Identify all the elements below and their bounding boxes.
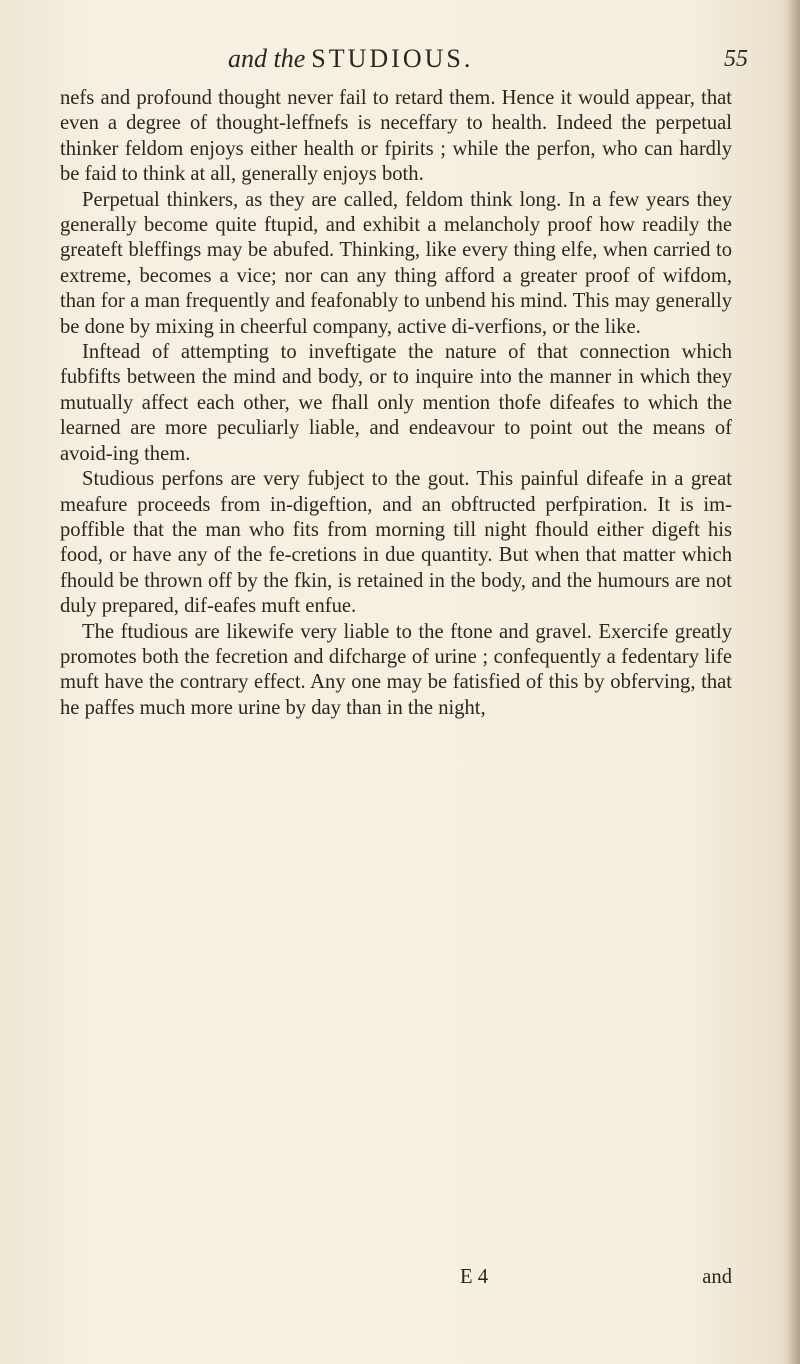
- catchword: and: [702, 1266, 732, 1288]
- paragraph: Studious perfons are very fubject to the gout. This painful difeafe in a great meafure proceeds from in-digeftion, and an obftructed perfpiration. It is im-poffible that the man who fits from morning till night fhould either digeft his food, or have any of the fe-cretions in due quantity. But when that matter which fhould be thrown off by the fkin, is retained in the body, and the humours are not duly prepared, dif-eafes muft enfue.: [60, 468, 732, 618]
- running-title: [228, 44, 473, 74]
- page-edge-shadow: [786, 0, 800, 1364]
- page-number: 55: [724, 46, 748, 72]
- body-text: [60, 86, 732, 721]
- running-header: [58, 44, 748, 84]
- paragraph: The ftudious are likewife very liable to the ftone and gravel. Exercife greatly promotes both the fecretion and difcharge of urine ; confequently a fedentary life muft have the contrary effect. Any one may be fatisfied of this by obferving, that he paffes much more urine by day than in the night,: [60, 620, 732, 719]
- running-title-main: STUDIOUS.: [311, 44, 474, 73]
- running-title-prefix: and the: [228, 44, 306, 73]
- paragraph: nefs and profound thought never fail to retard them. Hence it would appear, that even a degree of thought-leffnefs is neceffary to health. Indeed the perpetual thinker feldom enjoys either health or fpirits ; while the perfon, who can hardly be faid to think at all, generally enjoys both.: [60, 87, 732, 186]
- paragraph: Perpetual thinkers, as they are called, feldom think long. In a few years they generally become quite ftupid, and exhibit a melancholy proof how readily the greateft bleffings may be abufed. Thinking, like every thing elfe, when carried to extreme, becomes a vice; nor can any thing afford a greater proof of wifdom, than for a man frequently and feafonably to unbend his mind. This may generally be done by mixing in cheerful company, active di-verfions, or the like.: [60, 188, 732, 338]
- page-footer: [60, 1266, 732, 1294]
- paragraph: Inftead of attempting to inveftigate the nature of that connection which fubfifts between the mind and body, or to inquire into the manner in which they mutually affect each other, we fhall only mention thofe difeafes to which the learned are more peculiarly liable, and endeavour to point out the means of avoid-ing them.: [60, 341, 732, 465]
- signature-mark: E 4: [460, 1266, 489, 1288]
